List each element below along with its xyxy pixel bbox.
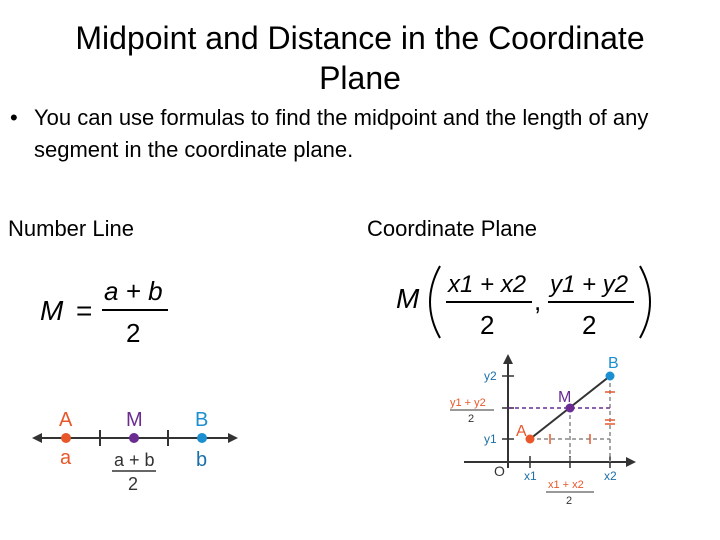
right-paren: [640, 266, 650, 338]
bullet-text: You can use formulas to find the midpoint and the length of any segment in the coordinate plane.: [34, 105, 649, 162]
number-line-formula: [36, 270, 196, 350]
label-x-mid-denominator: 2: [566, 495, 573, 507]
label-y-mid-numerator: y1 + y2: [450, 397, 486, 409]
coord-comma: ,: [534, 286, 542, 316]
coordinate-diagram: [444, 352, 640, 512]
coord-formula-m: M: [396, 283, 420, 314]
point-b: [197, 433, 207, 443]
label-y1: y1: [484, 432, 497, 446]
coord-y-numerator: y1 + y2: [550, 271, 629, 298]
label-mid-numerator: a + b: [114, 450, 155, 470]
label-a: A: [59, 409, 73, 431]
coord-point-b: [606, 372, 615, 381]
coord-label-m: M: [558, 389, 572, 406]
coordinate-formula: [392, 262, 662, 346]
label-x2: x2: [604, 469, 617, 483]
x-axis-arrow: [626, 457, 636, 467]
coord-y-denominator: 2: [582, 310, 597, 340]
left-paren: [430, 266, 440, 338]
coord-x-denominator: 2: [480, 310, 495, 340]
formula-equals: =: [76, 295, 93, 326]
coord-label-a: A: [516, 423, 527, 440]
label-x-mid-numerator: x1 + x2: [548, 479, 584, 491]
formula-m: M: [40, 295, 64, 326]
axis-arrow-left: [32, 433, 42, 443]
point-m: [129, 433, 139, 443]
label-y-mid-denominator: 2: [468, 413, 475, 425]
label-a-value: a: [60, 447, 72, 469]
slide-title: [0, 18, 720, 98]
label-x1: x1: [524, 469, 537, 483]
y-axis-arrow: [503, 354, 513, 364]
coord-x-numerator: x1 + x2: [448, 271, 527, 298]
point-a: [61, 433, 71, 443]
coord-label-origin: O: [494, 463, 505, 479]
bullet-dot: •: [10, 105, 18, 130]
label-m: M: [126, 409, 143, 431]
coord-label-b: B: [608, 355, 619, 372]
label-b: B: [195, 409, 209, 431]
label-mid-denominator: 2: [128, 474, 139, 494]
coord-point-a: [526, 435, 535, 444]
title-line-2: Plane: [319, 60, 401, 96]
formula-denominator: 2: [126, 318, 141, 348]
bullet-point: [10, 102, 690, 166]
number-line-heading: Number Line: [8, 216, 134, 241]
formula-numerator: a + b: [104, 276, 163, 306]
label-b-value: b: [196, 449, 208, 471]
coordinate-plane-heading: Coordinate Plane: [367, 216, 538, 241]
number-line-diagram: [30, 400, 250, 500]
title-line-1: Midpoint and Distance in the Coordinate: [75, 20, 645, 56]
axis-arrow-right: [228, 433, 238, 443]
label-y2: y2: [484, 369, 497, 383]
